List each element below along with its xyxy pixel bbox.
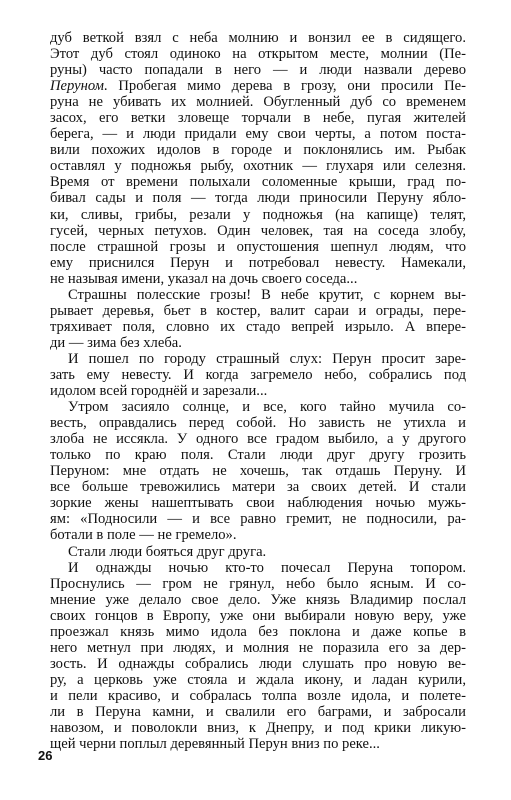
text-line: навозом, и поволокли вниз, к Днепру, и под крики ликую- (50, 720, 466, 737)
text-line: И однажды ночью кто-то почесал Перуна топором. (68, 559, 466, 576)
text-line: мнение уже делало свое дело. Уже князь Владимир послал (50, 591, 466, 608)
text-line: не называя имени, указал на дочь своего соседа... (50, 270, 358, 287)
text-line: ему приснился Перун и потребовал невесту. Намекали, (50, 254, 466, 271)
text-line: оставлял у подножья рыбу, охотник — глухаря или селезня. (50, 158, 466, 175)
text-line: идолом всей городнёй и зарезали... (50, 383, 268, 400)
text-line: только по краю поля. Стали люди друг другу грозить (50, 447, 466, 464)
text-line: Стали люди бояться друг друга. (68, 543, 267, 560)
text-line: проезжал князь мимо идола без поклона и даже копье в (50, 623, 466, 640)
text-line: бивал сады и поля — тогда люди приносили Перуну ябло- (50, 190, 466, 207)
text-line: ям: «Подносили — и все равно гремит, не подносили, ра- (50, 511, 466, 528)
text-line: ли в Перуна камни, и свалили его баграми, и забросали (50, 703, 466, 720)
text-line: зать ему невесту. И когда загремело небо, собрались под (50, 366, 466, 383)
text-line: весть, оправдались перед собой. Но зависть не утихла и (50, 415, 466, 432)
text-line: Время от времени полыхали соломенные крыши, град по- (50, 174, 466, 191)
text-line: ди — зима без хлеба. (50, 334, 182, 351)
text-line: своих гонцов в Европу, уже они выбирали новую веру, уже (50, 607, 466, 624)
text-line: ру, а церковь уже стояла и ждала икону, и ладан курили, (50, 671, 466, 688)
text-line: Перуном: мне отдать не хочешь, так отдашь Перуну. И (50, 463, 466, 480)
text-line: руна не убивать их молнией. Обугленный дуб со временем (50, 94, 466, 111)
body-text (50, 30, 466, 752)
page-number: 26 (38, 748, 53, 763)
text-line: Проснулись — гром не грянул, небо было ясным. И со- (50, 575, 466, 592)
text-line: зость. И однажды собрались люди слушать про новую ве- (50, 655, 466, 672)
text-line: него метнул при людях, и молния не поразила его за дер- (50, 639, 466, 656)
text-line: гусей, черных петухов. Один человек, тая на соседа злобу, (50, 222, 466, 239)
text-line: Перуном. Пробегая мимо дерева в грозу, они просили Пе- (50, 78, 466, 95)
text-line: дуб веткой взял с неба молнию и вонзил ее в сидящего. (50, 30, 466, 46)
text-line: вили похожих идолов в городе и поклонялись им. Рыбак (50, 142, 466, 159)
text-line: зоркие жены нашептывать свои наблюдения ночью мужь- (50, 495, 466, 512)
text-line: ботали в поле — не гремело». (50, 527, 237, 544)
text-line: берега, — и люди придали ему свои черты, а потом поста- (50, 126, 466, 143)
text-line: И пошел по городу страшный слух: Перун просит заре- (68, 350, 466, 367)
text-line: засох, его ветки зловеще торчали в небе, пугая жителей (50, 110, 466, 127)
text-line: Утром засияло солнце, и все, кого тайно мучила со- (68, 399, 466, 416)
text-line: тряхивает поля, словно их стадо вепрей изрыло. А впере- (50, 318, 466, 335)
text-line: и пели красиво, и собралась толпа возле идола, и полете- (50, 687, 466, 704)
text-line: рывает деревья, бьет в костер, валит сараи и ограды, пере- (50, 302, 466, 319)
text-line: щей черни поплыл деревянный Перун вниз по реке... (50, 736, 380, 753)
text-line: после страшной грозы и опустошения шепнул людям, что (50, 238, 466, 255)
text-line: Страшны полесские грозы! В небе крутит, с корнем вы- (68, 286, 466, 303)
text-line: руны) часто попадали в него — и люди назвали дерево (50, 62, 466, 79)
text-line: Этот дуб стоял одиноко на открытом месте, молнии (Пе- (50, 46, 466, 63)
text-line: все больше тревожились матери за своих детей. И стали (50, 479, 466, 496)
text-line: злоба не иссякла. У одного все градом выбило, а у другого (50, 431, 466, 448)
text-line: ки, сливы, грибы, резали у подножья (на капище) телят, (50, 206, 466, 223)
